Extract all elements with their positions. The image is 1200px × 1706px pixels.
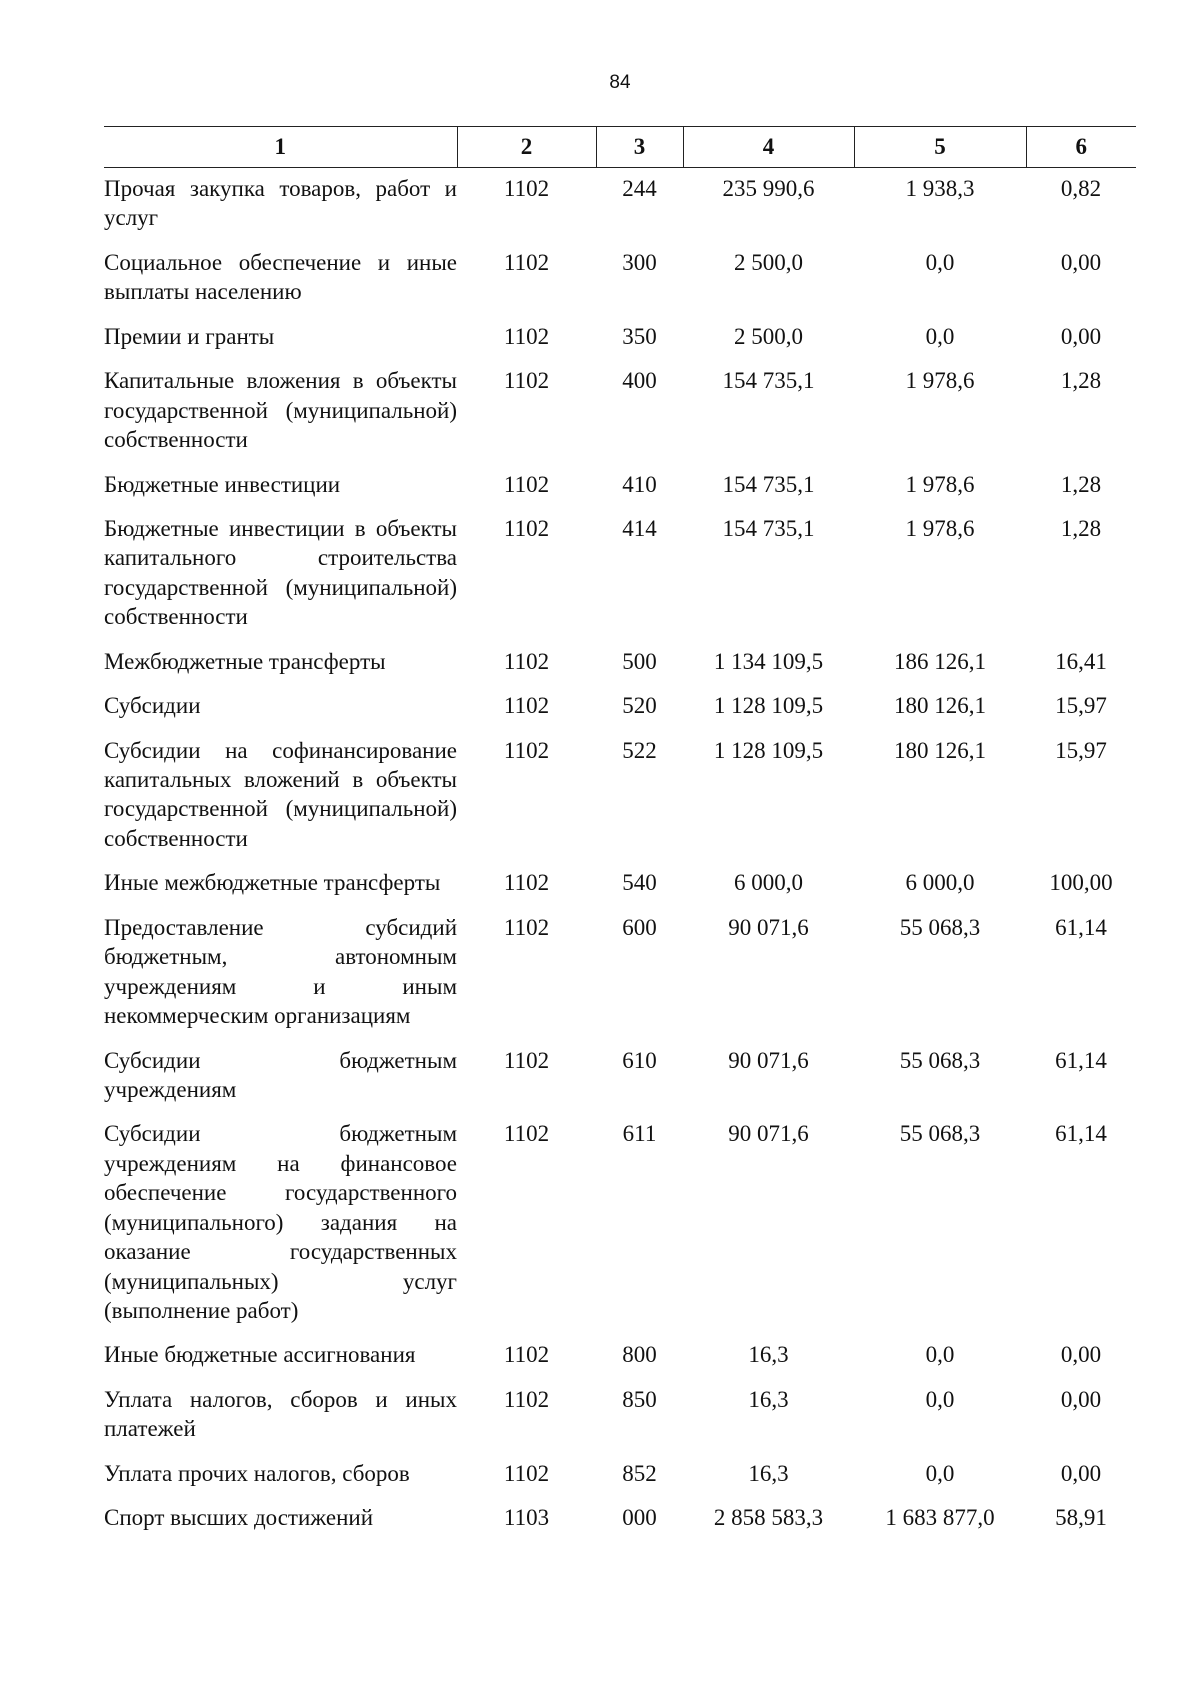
- executed-amount-cell: 1 978,6: [905, 515, 975, 541]
- execution-percent-cell: 1,28: [1060, 368, 1102, 394]
- expense-type-cell: 522: [622, 737, 657, 763]
- row-name-cell: Субсидии бюджетным учреждениям на финансовое обеспечение государственного (муниципального) задания на оказание государственных (муниципальных) услуг (выполнение работ): [104, 1121, 457, 1323]
- planned-amount-cell: 1 128 109,5: [713, 693, 824, 719]
- table-row: [104, 464, 1136, 508]
- table-row: [104, 1113, 1136, 1334]
- section-code-cell: 1103: [503, 1505, 550, 1531]
- planned-amount-cell: 90 071,6: [728, 1047, 809, 1073]
- section-code-cell: 1102: [503, 1386, 550, 1412]
- section-code-cell: 1102: [503, 648, 550, 674]
- execution-percent-cell: 15,97: [1055, 693, 1107, 719]
- expense-type-cell: 410: [622, 471, 657, 497]
- section-code-cell: 1102: [503, 323, 550, 349]
- row-name-cell: Уплата прочих налогов, сборов: [104, 1460, 410, 1486]
- row-name-cell: Уплата налогов, сборов и иных платежей: [104, 1386, 457, 1442]
- execution-percent-cell: 16,41: [1055, 648, 1107, 674]
- table-row: [104, 1497, 1136, 1541]
- planned-amount-cell: 6 000,0: [734, 870, 803, 896]
- planned-amount-cell: 1 128 109,5: [713, 737, 824, 763]
- row-name-cell: Премии и гранты: [104, 323, 275, 349]
- planned-amount-cell: 2 858 583,3: [713, 1505, 824, 1531]
- section-code-cell: 1102: [503, 471, 550, 497]
- executed-amount-cell: 0,0: [925, 323, 955, 349]
- table-row: [104, 730, 1136, 863]
- executed-amount-cell: 1 978,6: [905, 471, 975, 497]
- row-name-cell: Межбюджетные трансферты: [104, 648, 386, 674]
- table-header-row: [104, 127, 1136, 168]
- expense-type-cell: 540: [622, 870, 657, 896]
- section-code-cell: 1102: [503, 870, 550, 896]
- row-name-cell: Предоставление субсидий бюджетным, автономным учреждениям и иным некоммерческим организациям: [104, 914, 457, 1029]
- column-header: 4: [683, 127, 854, 168]
- planned-amount-cell: 2 500,0: [734, 249, 803, 275]
- table-row: [104, 907, 1136, 1040]
- executed-amount-cell: 1 938,3: [905, 176, 975, 201]
- row-name-cell: Капитальные вложения в объекты государственной (муниципальной) собственности: [104, 368, 457, 453]
- execution-percent-cell: 0,00: [1060, 249, 1102, 275]
- row-name-cell: Прочая закупка товаров, работ и услуг: [104, 176, 457, 231]
- row-name-cell: Бюджетные инвестиции в объекты капитального строительства государственной (муниципальной) собственности: [104, 515, 457, 630]
- column-header: 1: [104, 127, 457, 168]
- column-header: 5: [854, 127, 1026, 168]
- execution-percent-cell: 0,00: [1060, 1342, 1102, 1368]
- executed-amount-cell: 0,0: [925, 249, 955, 275]
- column-header: 2: [457, 127, 596, 168]
- planned-amount-cell: 1 134 109,5: [713, 648, 824, 674]
- row-name-cell: Социальное обеспечение и иные выплаты населению: [104, 249, 457, 305]
- budget-table: [104, 126, 1136, 1542]
- section-code-cell: 1102: [503, 693, 550, 719]
- table-row: [104, 1453, 1136, 1497]
- expense-type-cell: 852: [622, 1460, 657, 1486]
- planned-amount-cell: 90 071,6: [728, 914, 809, 940]
- execution-percent-cell: 0,00: [1060, 1460, 1102, 1486]
- row-name-cell: Субсидии: [104, 693, 201, 719]
- table-row: [104, 862, 1136, 906]
- row-name-cell: Субсидии бюджетным учреждениям: [104, 1047, 457, 1102]
- expense-type-cell: 800: [622, 1342, 657, 1368]
- executed-amount-cell: 0,0: [925, 1386, 955, 1412]
- table-row: [104, 168, 1136, 242]
- table-row: [104, 508, 1136, 641]
- section-code-cell: 1102: [503, 1047, 550, 1073]
- table-row: [104, 360, 1136, 463]
- expense-type-cell: 611: [622, 1121, 657, 1147]
- section-code-cell: 1102: [503, 1342, 550, 1368]
- executed-amount-cell: 55 068,3: [899, 1121, 981, 1147]
- executed-amount-cell: 55 068,3: [899, 1047, 981, 1073]
- execution-percent-cell: 58,91: [1055, 1505, 1107, 1531]
- execution-percent-cell: 1,28: [1060, 471, 1102, 497]
- executed-amount-cell: 1 978,6: [905, 368, 975, 394]
- expense-type-cell: 520: [622, 693, 657, 719]
- table-row: [104, 316, 1136, 360]
- expense-type-cell: 600: [622, 914, 657, 940]
- expense-type-cell: 414: [622, 515, 657, 541]
- executed-amount-cell: 1 683 877,0: [885, 1505, 995, 1531]
- planned-amount-cell: 16,3: [748, 1386, 789, 1412]
- execution-percent-cell: 0,82: [1060, 176, 1102, 201]
- planned-amount-cell: 235 990,6: [722, 176, 815, 201]
- planned-amount-cell: 154 735,1: [722, 368, 815, 394]
- execution-percent-cell: 100,00: [1049, 870, 1113, 896]
- table-row: [104, 1334, 1136, 1378]
- section-code-cell: 1102: [503, 515, 550, 541]
- column-header: 3: [596, 127, 683, 168]
- executed-amount-cell: 6 000,0: [905, 870, 975, 896]
- table-row: [104, 1379, 1136, 1453]
- execution-percent-cell: 0,00: [1060, 323, 1102, 349]
- expense-type-cell: 350: [622, 323, 657, 349]
- expense-type-cell: 400: [622, 368, 657, 394]
- row-name-cell: Спорт высших достижений: [104, 1505, 374, 1531]
- executed-amount-cell: 186 126,1: [894, 648, 986, 674]
- table-row: [104, 1040, 1136, 1114]
- executed-amount-cell: 180 126,1: [894, 693, 986, 719]
- section-code-cell: 1102: [503, 1460, 550, 1486]
- expense-type-cell: 244: [622, 176, 657, 201]
- planned-amount-cell: 16,3: [748, 1460, 789, 1486]
- planned-amount-cell: 154 735,1: [722, 471, 815, 497]
- execution-percent-cell: 61,14: [1055, 1047, 1107, 1073]
- execution-percent-cell: 15,97: [1055, 737, 1107, 763]
- section-code-cell: 1102: [503, 368, 550, 394]
- executed-amount-cell: 55 068,3: [899, 914, 981, 940]
- execution-percent-cell: 1,28: [1060, 515, 1102, 541]
- expense-type-cell: 850: [622, 1386, 657, 1412]
- row-name-cell: Иные бюджетные ассигнования: [104, 1342, 416, 1368]
- expense-type-cell: 000: [622, 1505, 657, 1531]
- executed-amount-cell: 0,0: [925, 1342, 955, 1368]
- executed-amount-cell: 0,0: [925, 1460, 955, 1486]
- expense-type-cell: 300: [622, 249, 657, 275]
- expense-type-cell: 500: [622, 648, 657, 674]
- table-row: [104, 641, 1136, 685]
- section-code-cell: 1102: [503, 737, 550, 763]
- planned-amount-cell: 16,3: [748, 1342, 789, 1368]
- section-code-cell: 1102: [503, 1121, 550, 1147]
- planned-amount-cell: 2 500,0: [734, 323, 803, 349]
- table-row: [104, 242, 1136, 316]
- section-code-cell: 1102: [503, 914, 550, 940]
- section-code-cell: 1102: [503, 176, 550, 201]
- execution-percent-cell: 61,14: [1055, 914, 1107, 940]
- column-header: 6: [1026, 127, 1136, 168]
- row-name-cell: Бюджетные инвестиции: [104, 471, 341, 497]
- execution-percent-cell: 61,14: [1055, 1121, 1107, 1147]
- row-name-cell: Субсидии на софинансирование капитальных вложений в объекты государственной (муниципальной) собственности: [104, 737, 457, 851]
- planned-amount-cell: 154 735,1: [722, 515, 815, 541]
- table-row: [104, 685, 1136, 729]
- expense-type-cell: 610: [622, 1047, 657, 1073]
- execution-percent-cell: 0,00: [1060, 1386, 1102, 1412]
- executed-amount-cell: 180 126,1: [894, 737, 986, 763]
- section-code-cell: 1102: [503, 249, 550, 275]
- planned-amount-cell: 90 071,6: [728, 1121, 809, 1147]
- page-number: 84: [609, 72, 631, 93]
- row-name-cell: Иные межбюджетные трансферты: [104, 870, 441, 896]
